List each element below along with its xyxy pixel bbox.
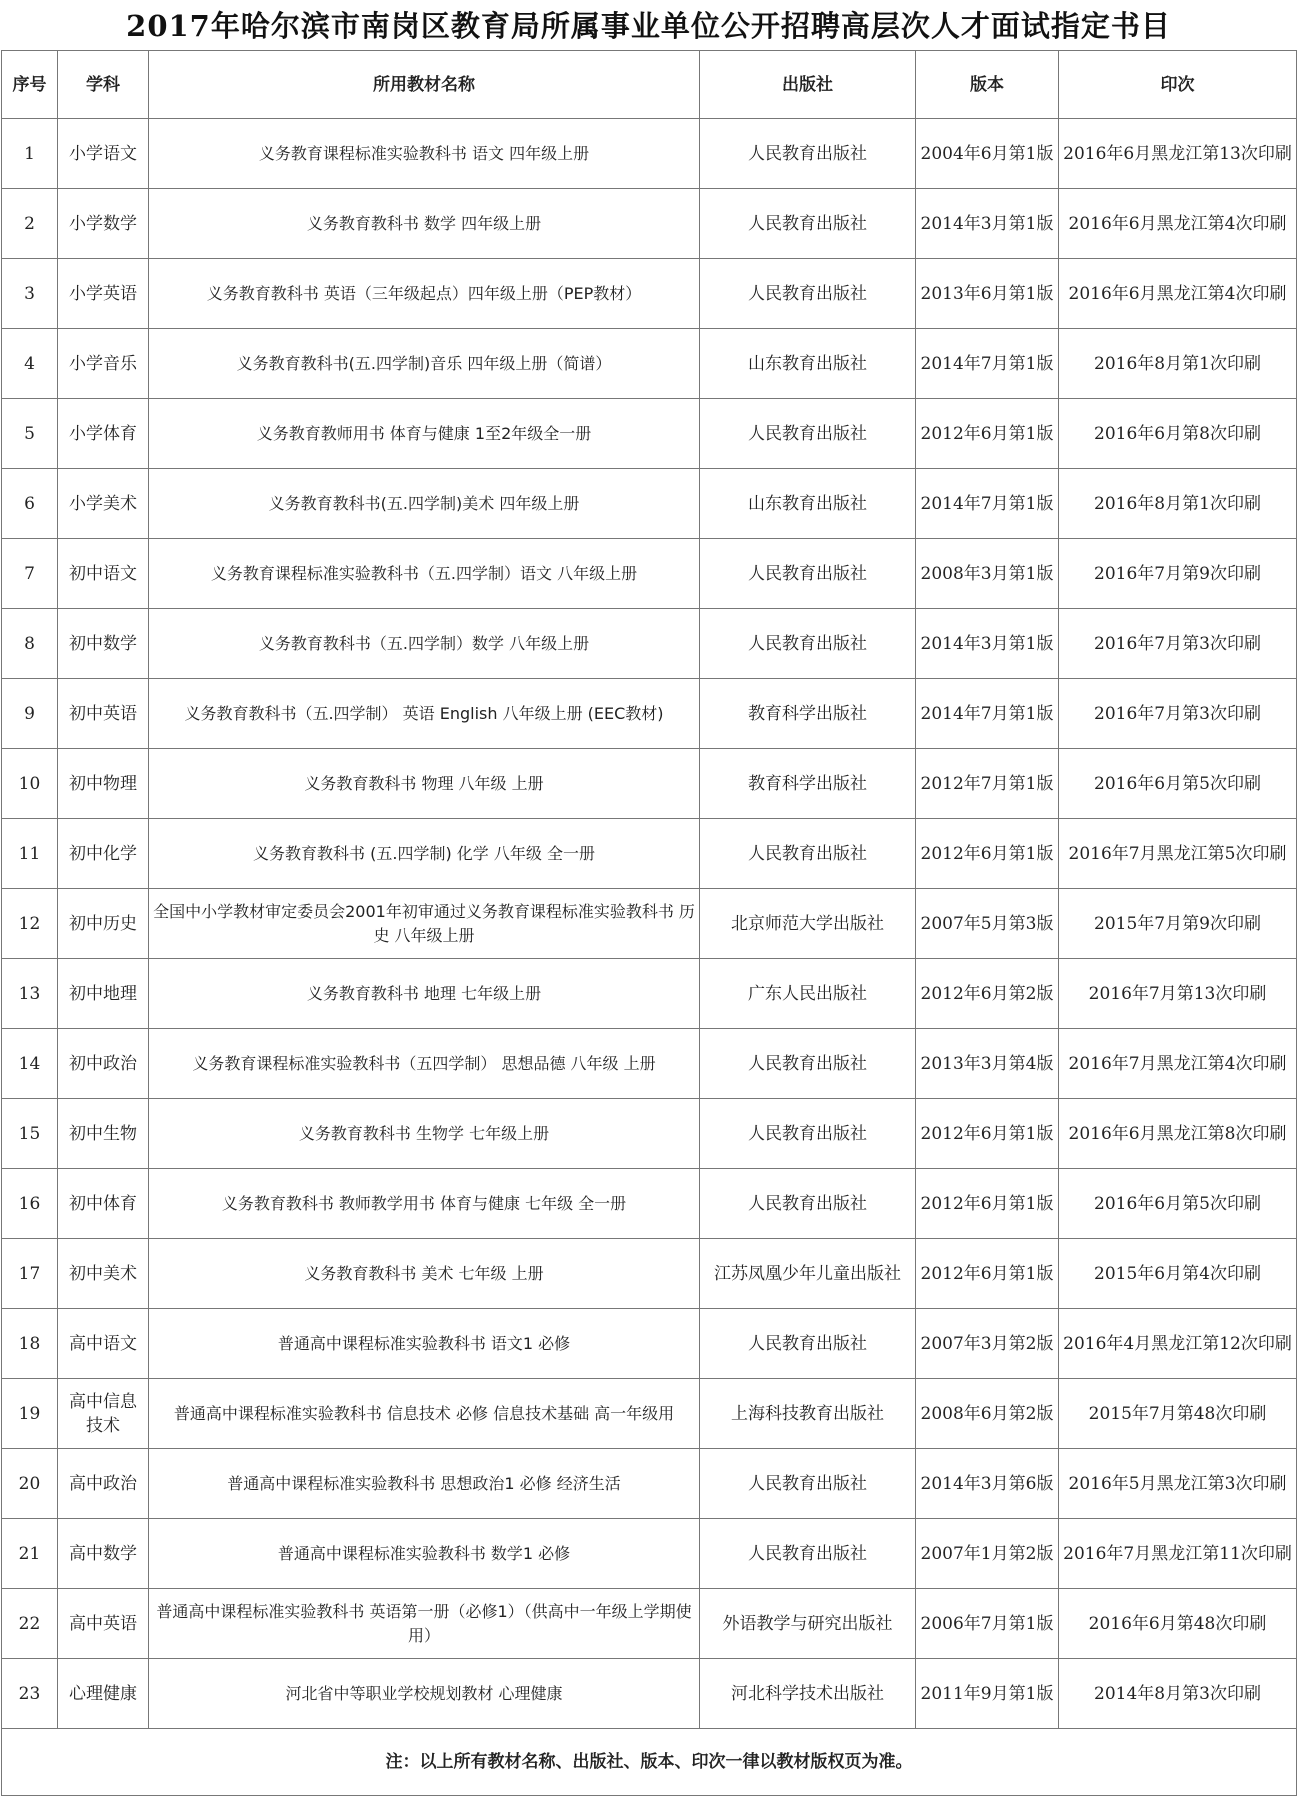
cell-book: 义务教育教科书 数学 四年级上册 [149, 189, 700, 259]
cell-book: 普通高中课程标准实验教科书 数学1 必修 [149, 1519, 700, 1589]
cell-publisher: 山东教育出版社 [700, 329, 916, 399]
cell-printing: 2016年8月第1次印刷 [1059, 469, 1297, 539]
cell-book: 义务教育教科书(五.四学制)美术 四年级上册 [149, 469, 700, 539]
cell-edition: 2004年6月第1版 [916, 119, 1059, 189]
table-row [2, 1309, 1297, 1379]
cell-printing: 2016年6月黑龙江第4次印刷 [1059, 259, 1297, 329]
cell-book: 义务教育教科书 教师教学用书 体育与健康 七年级 全一册 [149, 1169, 700, 1239]
cell-publisher: 人民教育出版社 [700, 399, 916, 469]
cell-subject: 小学体育 [58, 399, 149, 469]
cell-publisher: 人民教育出版社 [700, 259, 916, 329]
table-row [2, 119, 1297, 189]
cell-book: 义务教育教科书 (五.四学制) 化学 八年级 全一册 [149, 819, 700, 889]
note-row [2, 1729, 1297, 1796]
cell-book: 义务教育教科书 美术 七年级 上册 [149, 1239, 700, 1309]
cell-edition: 2014年7月第1版 [916, 329, 1059, 399]
table-row [2, 1099, 1297, 1169]
cell-no: 1 [2, 119, 58, 189]
cell-publisher: 外语教学与研究出版社 [700, 1589, 916, 1659]
header-no: 序号 [2, 51, 58, 119]
cell-edition: 2012年6月第1版 [916, 399, 1059, 469]
cell-printing: 2016年7月第9次印刷 [1059, 539, 1297, 609]
cell-subject: 小学英语 [58, 259, 149, 329]
cell-subject: 初中历史 [58, 889, 149, 959]
cell-printing: 2015年7月第9次印刷 [1059, 889, 1297, 959]
cell-no: 16 [2, 1169, 58, 1239]
cell-book: 义务教育教师用书 体育与健康 1至2年级全一册 [149, 399, 700, 469]
cell-edition: 2012年6月第1版 [916, 1239, 1059, 1309]
cell-no: 6 [2, 469, 58, 539]
table-row [2, 1239, 1297, 1309]
cell-subject: 高中英语 [58, 1589, 149, 1659]
cell-no: 23 [2, 1659, 58, 1729]
cell-publisher: 人民教育出版社 [700, 819, 916, 889]
cell-book: 义务教育教科书 英语（三年级起点）四年级上册（PEP教材） [149, 259, 700, 329]
cell-book: 普通高中课程标准实验教科书 语文1 必修 [149, 1309, 700, 1379]
cell-edition: 2012年6月第1版 [916, 1099, 1059, 1169]
cell-edition: 2014年3月第1版 [916, 609, 1059, 679]
cell-printing: 2016年7月第3次印刷 [1059, 679, 1297, 749]
cell-publisher: 人民教育出版社 [700, 1309, 916, 1379]
cell-publisher: 人民教育出版社 [700, 1449, 916, 1519]
cell-book: 义务教育教科书(五.四学制)音乐 四年级上册（简谱） [149, 329, 700, 399]
cell-subject: 初中政治 [58, 1029, 149, 1099]
table-row [2, 679, 1297, 749]
table-row [2, 1519, 1297, 1589]
cell-no: 20 [2, 1449, 58, 1519]
cell-publisher: 人民教育出版社 [700, 609, 916, 679]
cell-book: 河北省中等职业学校规划教材 心理健康 [149, 1659, 700, 1729]
header-printing: 印次 [1059, 51, 1297, 119]
cell-printing: 2016年6月第5次印刷 [1059, 1169, 1297, 1239]
cell-edition: 2007年5月第3版 [916, 889, 1059, 959]
cell-publisher: 广东人民出版社 [700, 959, 916, 1029]
cell-publisher: 人民教育出版社 [700, 539, 916, 609]
table-body [2, 119, 1297, 1729]
cell-subject: 高中政治 [58, 1449, 149, 1519]
cell-no: 17 [2, 1239, 58, 1309]
table-row [2, 1589, 1297, 1659]
cell-no: 4 [2, 329, 58, 399]
table-row [2, 1449, 1297, 1519]
cell-book: 义务教育课程标准实验教科书 语文 四年级上册 [149, 119, 700, 189]
cell-edition: 2006年7月第1版 [916, 1589, 1059, 1659]
cell-edition: 2014年3月第6版 [916, 1449, 1059, 1519]
cell-publisher: 江苏凤凰少年儿童出版社 [700, 1239, 916, 1309]
cell-subject: 高中信息技术 [58, 1379, 149, 1449]
cell-no: 22 [2, 1589, 58, 1659]
cell-subject: 初中生物 [58, 1099, 149, 1169]
footnote: 注：以上所有教材名称、出版社、版本、印次一律以教材版权页为准。 [2, 1729, 1297, 1796]
cell-subject: 初中物理 [58, 749, 149, 819]
table-row [2, 539, 1297, 609]
cell-subject: 初中地理 [58, 959, 149, 1029]
cell-no: 9 [2, 679, 58, 749]
cell-edition: 2008年6月第2版 [916, 1379, 1059, 1449]
cell-publisher: 北京师范大学出版社 [700, 889, 916, 959]
cell-edition: 2008年3月第1版 [916, 539, 1059, 609]
cell-subject: 小学语文 [58, 119, 149, 189]
cell-edition: 2012年6月第1版 [916, 819, 1059, 889]
cell-edition: 2012年6月第2版 [916, 959, 1059, 1029]
cell-edition: 2007年1月第2版 [916, 1519, 1059, 1589]
table-row [2, 1029, 1297, 1099]
cell-no: 7 [2, 539, 58, 609]
table-row [2, 609, 1297, 679]
cell-book: 全国中小学教材审定委员会2001年初审通过义务教育课程标准实验教科书 历史 八年级上册 [149, 889, 700, 959]
cell-publisher: 山东教育出版社 [700, 469, 916, 539]
cell-no: 13 [2, 959, 58, 1029]
table-row [2, 469, 1297, 539]
cell-book: 普通高中课程标准实验教科书 英语第一册（必修1）（供高中一年级上学期使用） [149, 1589, 700, 1659]
cell-printing: 2016年4月黑龙江第12次印刷 [1059, 1309, 1297, 1379]
book-list-table [1, 50, 1297, 1796]
cell-publisher: 人民教育出版社 [700, 1519, 916, 1589]
cell-edition: 2013年3月第4版 [916, 1029, 1059, 1099]
cell-printing: 2016年6月黑龙江第4次印刷 [1059, 189, 1297, 259]
cell-no: 21 [2, 1519, 58, 1589]
header-edition: 版本 [916, 51, 1059, 119]
header-book: 所用教材名称 [149, 51, 700, 119]
table-row [2, 819, 1297, 889]
cell-printing: 2016年6月第48次印刷 [1059, 1589, 1297, 1659]
cell-printing: 2016年7月黑龙江第5次印刷 [1059, 819, 1297, 889]
cell-printing: 2016年6月第5次印刷 [1059, 749, 1297, 819]
table-row [2, 329, 1297, 399]
table-row [2, 749, 1297, 819]
cell-subject: 初中美术 [58, 1239, 149, 1309]
cell-subject: 小学美术 [58, 469, 149, 539]
cell-printing: 2016年7月第13次印刷 [1059, 959, 1297, 1029]
cell-no: 14 [2, 1029, 58, 1099]
cell-book: 义务教育教科书（五.四学制）数学 八年级上册 [149, 609, 700, 679]
header-subject: 学科 [58, 51, 149, 119]
cell-printing: 2016年5月黑龙江第3次印刷 [1059, 1449, 1297, 1519]
cell-book: 普通高中课程标准实验教科书 思想政治1 必修 经济生活 [149, 1449, 700, 1519]
cell-publisher: 人民教育出版社 [700, 1169, 916, 1239]
cell-publisher: 上海科技教育出版社 [700, 1379, 916, 1449]
cell-edition: 2012年6月第1版 [916, 1169, 1059, 1239]
cell-edition: 2014年7月第1版 [916, 469, 1059, 539]
cell-book: 普通高中课程标准实验教科书 信息技术 必修 信息技术基础 高一年级用 [149, 1379, 700, 1449]
cell-publisher: 人民教育出版社 [700, 119, 916, 189]
cell-publisher: 教育科学出版社 [700, 749, 916, 819]
cell-subject: 初中数学 [58, 609, 149, 679]
cell-publisher: 教育科学出版社 [700, 679, 916, 749]
cell-edition: 2012年7月第1版 [916, 749, 1059, 819]
cell-no: 3 [2, 259, 58, 329]
table-row [2, 959, 1297, 1029]
cell-edition: 2007年3月第2版 [916, 1309, 1059, 1379]
cell-no: 8 [2, 609, 58, 679]
cell-no: 10 [2, 749, 58, 819]
table-row [2, 259, 1297, 329]
cell-printing: 2014年8月第3次印刷 [1059, 1659, 1297, 1729]
cell-subject: 高中数学 [58, 1519, 149, 1589]
cell-no: 12 [2, 889, 58, 959]
cell-publisher: 人民教育出版社 [700, 189, 916, 259]
cell-printing: 2016年8月第1次印刷 [1059, 329, 1297, 399]
cell-printing: 2015年6月第4次印刷 [1059, 1239, 1297, 1309]
cell-book: 义务教育教科书（五.四学制） 英语 English 八年级上册 (EEC教材) [149, 679, 700, 749]
cell-printing: 2016年7月黑龙江第4次印刷 [1059, 1029, 1297, 1099]
cell-subject: 小学音乐 [58, 329, 149, 399]
cell-edition: 2011年9月第1版 [916, 1659, 1059, 1729]
table-row [2, 399, 1297, 469]
table-row [2, 1169, 1297, 1239]
cell-publisher: 人民教育出版社 [700, 1099, 916, 1169]
cell-no: 11 [2, 819, 58, 889]
cell-printing: 2015年7月第48次印刷 [1059, 1379, 1297, 1449]
cell-publisher: 人民教育出版社 [700, 1029, 916, 1099]
cell-book: 义务教育教科书 地理 七年级上册 [149, 959, 700, 1029]
cell-no: 2 [2, 189, 58, 259]
cell-subject: 初中英语 [58, 679, 149, 749]
cell-book: 义务教育教科书 物理 八年级 上册 [149, 749, 700, 819]
cell-no: 5 [2, 399, 58, 469]
cell-printing: 2016年6月第8次印刷 [1059, 399, 1297, 469]
table-row [2, 1659, 1297, 1729]
cell-book: 义务教育课程标准实验教科书（五.四学制）语文 八年级上册 [149, 539, 700, 609]
cell-subject: 初中化学 [58, 819, 149, 889]
header-publisher: 出版社 [700, 51, 916, 119]
cell-edition: 2014年3月第1版 [916, 189, 1059, 259]
cell-printing: 2016年7月第3次印刷 [1059, 609, 1297, 679]
cell-subject: 高中语文 [58, 1309, 149, 1379]
cell-printing: 2016年6月黑龙江第13次印刷 [1059, 119, 1297, 189]
cell-printing: 2016年6月黑龙江第8次印刷 [1059, 1099, 1297, 1169]
document-title: 2017年哈尔滨市南岗区教育局所属事业单位公开招聘高层次人才面试指定书目 [126, 9, 1171, 43]
cell-subject: 小学数学 [58, 189, 149, 259]
cell-edition: 2013年6月第1版 [916, 259, 1059, 329]
cell-no: 18 [2, 1309, 58, 1379]
cell-book: 义务教育教科书 生物学 七年级上册 [149, 1099, 700, 1169]
table-row [2, 889, 1297, 959]
cell-book: 义务教育课程标准实验教科书（五四学制） 思想品德 八年级 上册 [149, 1029, 700, 1099]
cell-printing: 2016年7月黑龙江第11次印刷 [1059, 1519, 1297, 1589]
cell-no: 19 [2, 1379, 58, 1449]
table-row [2, 1379, 1297, 1449]
table-row [2, 189, 1297, 259]
cell-subject: 初中语文 [58, 539, 149, 609]
cell-subject: 初中体育 [58, 1169, 149, 1239]
table-header-row [2, 51, 1297, 119]
cell-edition: 2014年7月第1版 [916, 679, 1059, 749]
cell-no: 15 [2, 1099, 58, 1169]
cell-publisher: 河北科学技术出版社 [700, 1659, 916, 1729]
cell-subject: 心理健康 [58, 1659, 149, 1729]
